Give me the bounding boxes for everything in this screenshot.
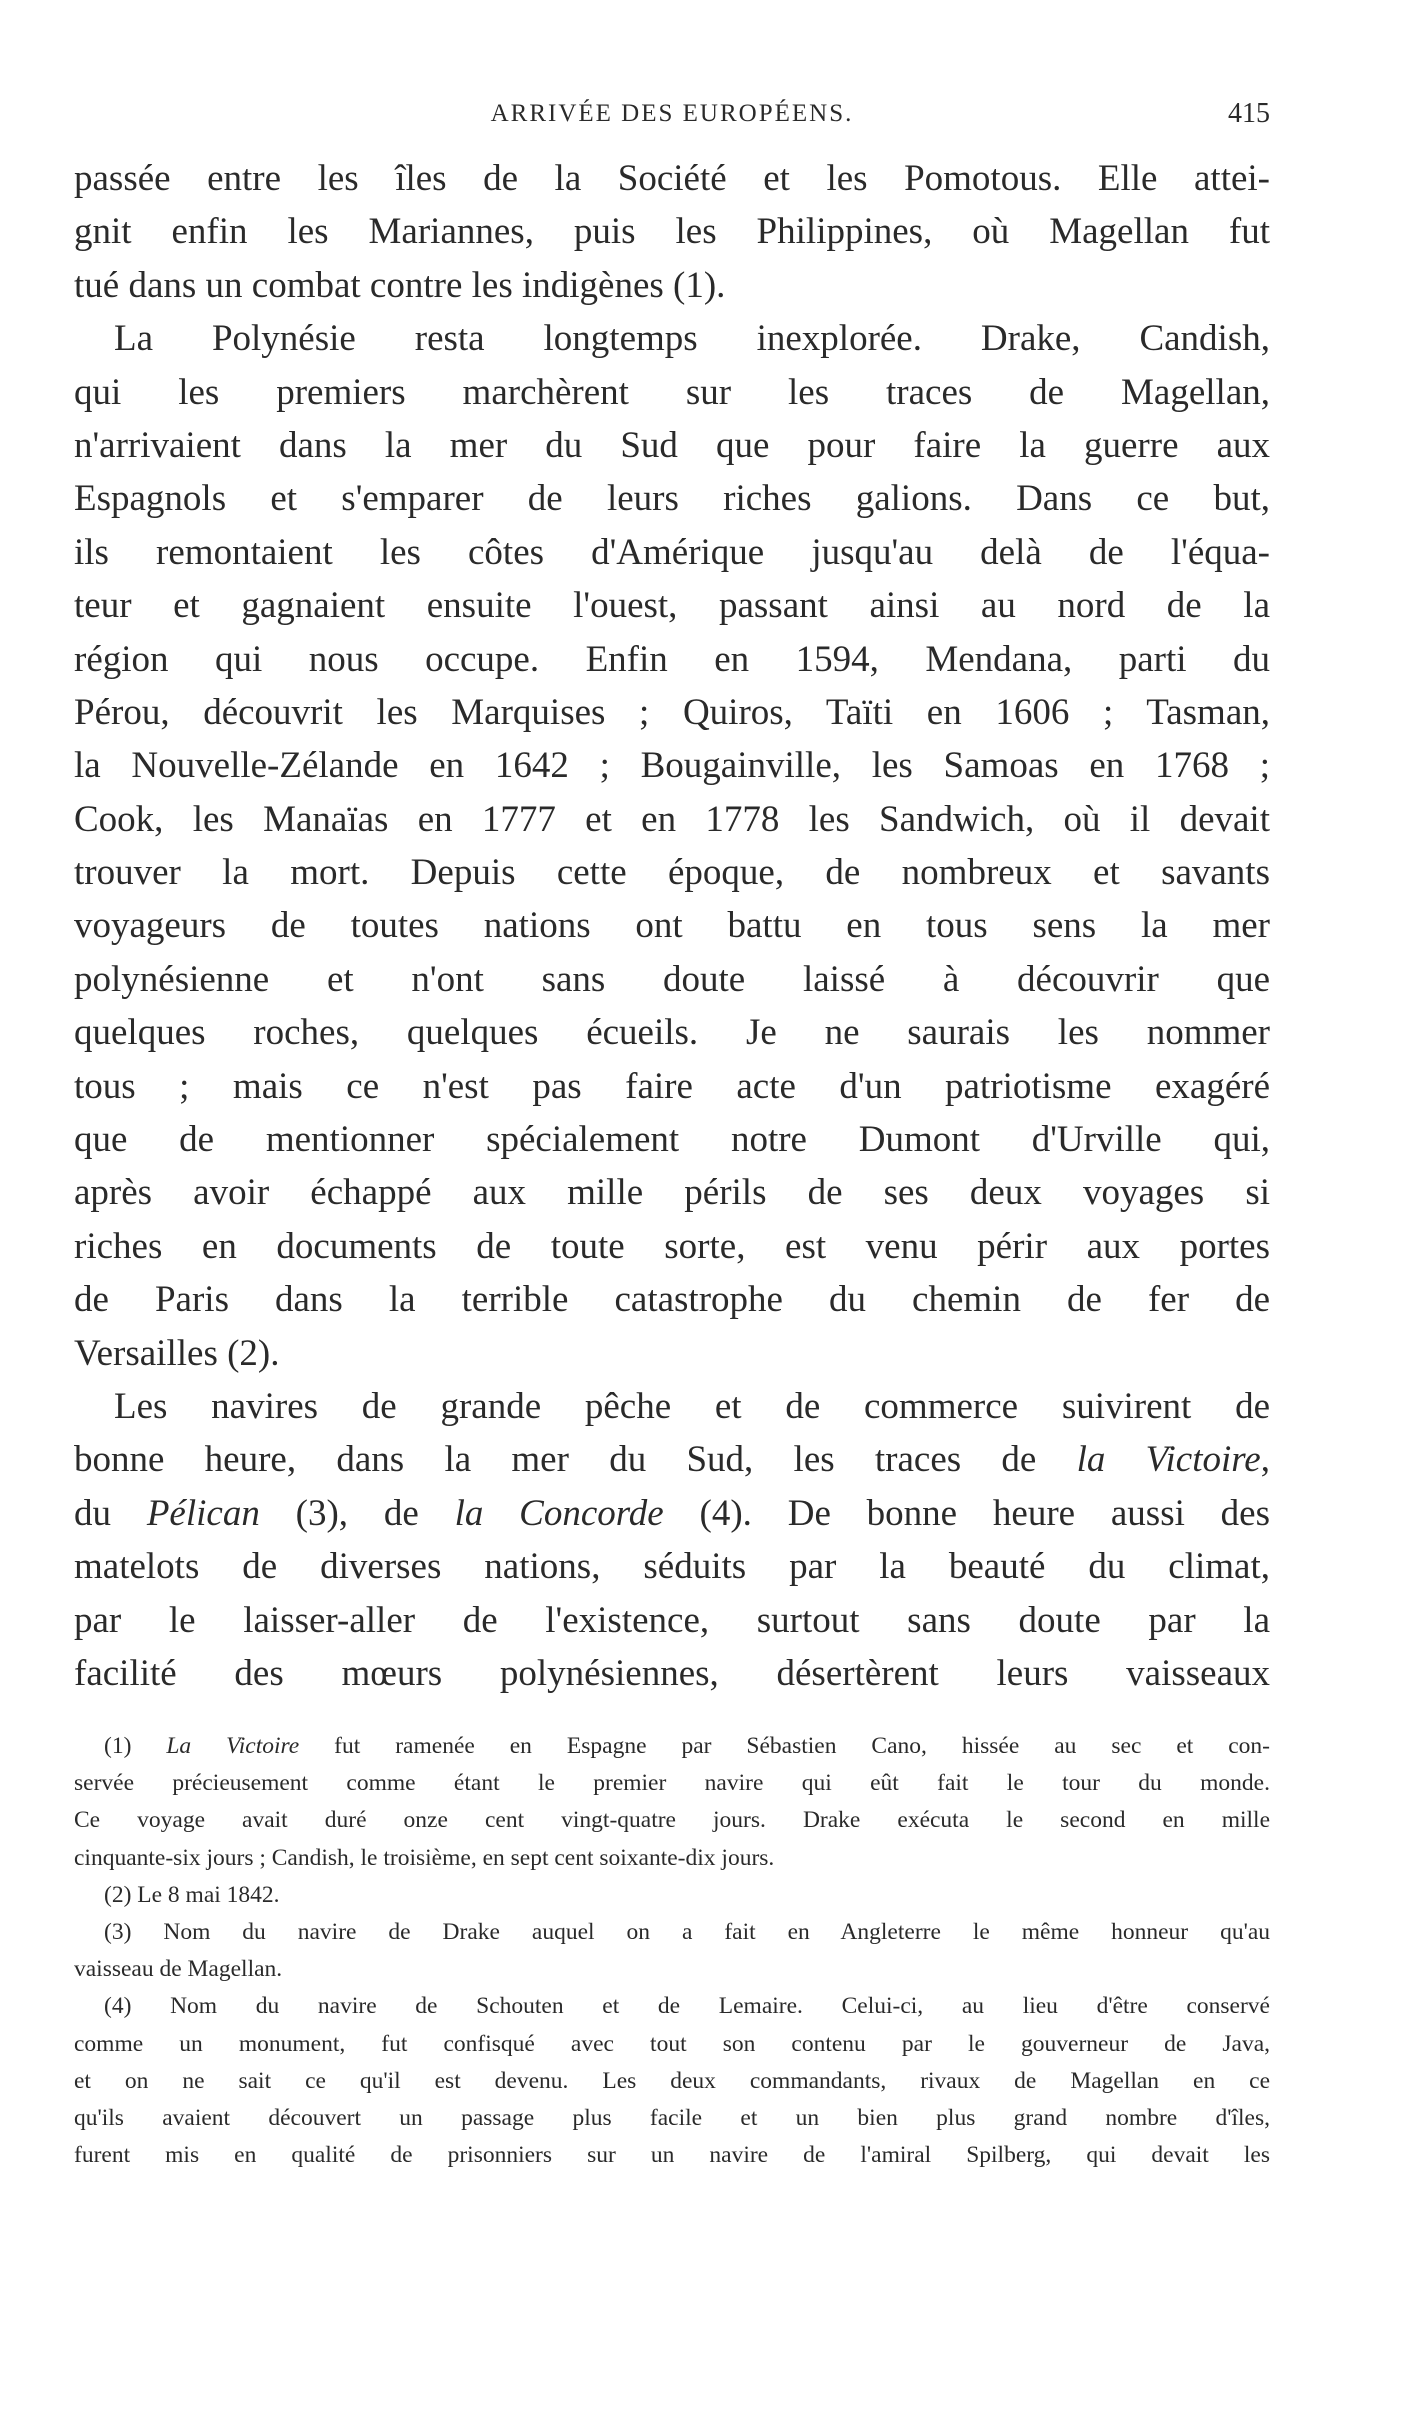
text-line: quelques roches, quelques écueils. Je ne saurais les nommer xyxy=(74,1012,1270,1054)
footnote-marker: (1) xyxy=(104,1733,132,1759)
running-head xyxy=(74,96,1270,136)
text-segment: (4). De bonne heure aussi des xyxy=(699,1492,1271,1534)
text-line: n'arrivaient dans la mer du Sud que pour faire la guerre aux xyxy=(74,424,1270,466)
ship-name: Pélican xyxy=(146,1492,260,1534)
text-line: trouver la mort. Depuis cette époque, de nombreux et savants xyxy=(74,852,1270,894)
footnote-line: cinquante-six jours ; Candish, le troisième, en sept cent soixante-dix jours. xyxy=(74,1844,775,1871)
text-line: gnit enfin les Mariannes, puis les Philippines, où Magellan fut xyxy=(74,211,1270,253)
ship-name: la Concorde xyxy=(454,1492,664,1534)
text-line: de Paris dans la terrible catastrophe du chemin de fer de xyxy=(74,1279,1270,1321)
running-title: ARRIVÉE DES EUROPÉENS. xyxy=(490,100,854,127)
text-segment: bonne heure, dans la mer du Sud, les traces de xyxy=(74,1439,1037,1481)
page-number: 415 xyxy=(1228,98,1270,129)
footnote-line: qu'ils avaient découvert un passage plus facile et un bien plus grand nombre d'îles, xyxy=(74,2104,1270,2131)
text-line: que de mentionner spécialement notre Dumont d'Urville qui, xyxy=(74,1119,1270,1161)
text-segment: fut ramenée en Espagne par Sébastien Cano, hissée au sec et con- xyxy=(334,1733,1270,1759)
text-line: matelots de diverses nations, séduits par la beauté du climat, xyxy=(74,1546,1270,1588)
text-segment: du xyxy=(74,1492,111,1534)
footnote-line: Ce voyage avait duré onze cent vingt-quatre jours. Drake exécuta le second en mille xyxy=(74,1807,1270,1834)
text-line xyxy=(74,1487,1270,1540)
text-segment: (3), de xyxy=(295,1492,419,1534)
text-segment: , xyxy=(1260,1439,1270,1481)
text-line: voyageurs de toutes nations ont battu en tous sens la mer xyxy=(74,905,1270,947)
footnote-line xyxy=(74,1728,1270,1765)
footnote-line: vaisseau de Magellan. xyxy=(74,1956,283,1983)
text-line: passée entre les îles de la Société et les Pomotous. Elle attei- xyxy=(74,158,1270,199)
text-line xyxy=(74,1433,1270,1486)
footnote-line: (2) Le 8 mai 1842. xyxy=(104,1881,280,1908)
text-line: Les navires de grande pêche et de commerce suivirent de xyxy=(114,1385,1270,1427)
text-line: polynésienne et n'ont sans doute laissé à découvrir que xyxy=(74,958,1270,1000)
text-line: facilité des mœurs polynésiennes, désertèrent leurs vaisseaux xyxy=(74,1652,1270,1694)
text-line: Espagnols et s'emparer de leurs riches galions. Dans ce but, xyxy=(74,478,1270,520)
text-line: Versailles (2). xyxy=(74,1332,280,1374)
footnote-line: furent mis en qualité de prisonniers sur un navire de l'amiral Spilberg, qui devait les xyxy=(74,2142,1270,2169)
body-text xyxy=(74,152,1270,1700)
text-line: Cook, les Manaïas en 1777 et en 1778 les Sandwich, où il devait xyxy=(74,798,1270,840)
text-line: La Polynésie resta longtemps inexplorée. Drake, Candish, xyxy=(114,318,1270,360)
text-line: Pérou, découvrit les Marquises ; Quiros, Taïti en 1606 ; Tasman, xyxy=(74,691,1270,733)
text-line: tous ; mais ce n'est pas faire acte d'un patriotisme exagéré xyxy=(74,1065,1270,1107)
text-line: après avoir échappé aux mille périls de ses deux voyages si xyxy=(74,1172,1270,1214)
footnote-line: comme un monument, fut confisqué avec tout son contenu par le gouverneur de Java, xyxy=(74,2030,1270,2057)
footnote-line: et on ne sait ce qu'il est devenu. Les deux commandants, rivaux de Magellan en ce xyxy=(74,2067,1270,2094)
text-line: par le laisser-aller de l'existence, surtout sans doute par la xyxy=(74,1599,1270,1641)
footnote-line: (4) Nom du navire de Schouten et de Lemaire. Celui-ci, au lieu d'être conservé xyxy=(104,1993,1270,2020)
text-line: région qui nous occupe. Enfin en 1594, Mendana, parti du xyxy=(74,638,1270,680)
text-line: qui les premiers marchèrent sur les traces de Magellan, xyxy=(74,371,1270,413)
ship-name: La Victoire xyxy=(166,1733,300,1759)
footnote-line: servée précieusement comme étant le premier navire qui eût fait le tour du monde. xyxy=(74,1770,1270,1797)
text-line: la Nouvelle-Zélande en 1642 ; Bougainville, les Samoas en 1768 ; xyxy=(74,745,1270,787)
text-line: riches en documents de toute sorte, est venu périr aux portes xyxy=(74,1225,1270,1267)
text-line: teur et gagnaient ensuite l'ouest, passant ainsi au nord de la xyxy=(74,585,1270,627)
text-line: ils remontaient les côtes d'Amérique jusqu'au delà de l'équa- xyxy=(74,531,1270,573)
text-line: tué dans un combat contre les indigènes (1). xyxy=(74,264,726,306)
footnote-line: (3) Nom du navire de Drake auquel on a fait en Angleterre le même honneur qu'au xyxy=(104,1918,1270,1945)
footnotes xyxy=(74,1728,1270,2174)
ship-name: la Victoire xyxy=(1076,1439,1261,1481)
